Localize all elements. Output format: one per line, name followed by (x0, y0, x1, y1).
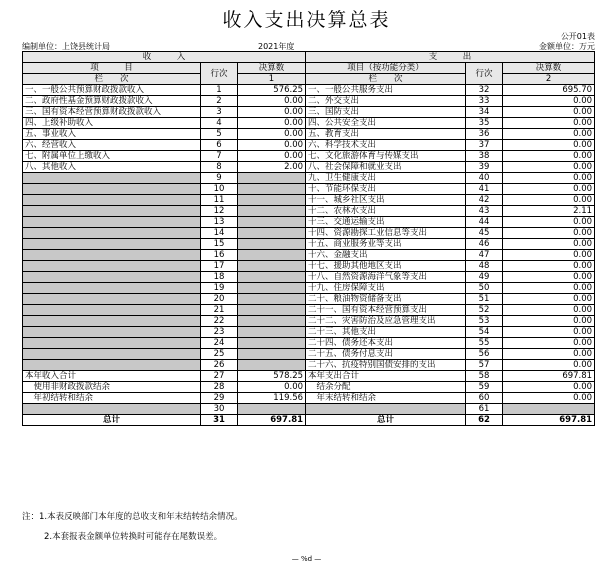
table-row (23, 217, 595, 228)
expense-item-label: 十、节能环保支出 (306, 184, 466, 195)
expense-row-no: 61 (466, 404, 503, 415)
expense-row-no: 32 (466, 85, 503, 96)
table-row (23, 239, 595, 250)
income-item-label (23, 338, 201, 349)
expense-value: 0.00 (503, 96, 595, 107)
item-func-header: 项目（按功能分类） (306, 63, 466, 74)
expense-value: 2.11 (503, 206, 595, 217)
page-title: 收入支出决算总表 (222, 9, 391, 31)
expense-total-no: 62 (466, 415, 503, 426)
expense-row-no: 45 (466, 228, 503, 239)
income-value (238, 283, 306, 294)
table-row (23, 107, 595, 118)
expense-value: 695.70 (503, 85, 595, 96)
fiscal-year: 2021年度 (258, 42, 295, 51)
expense-row-no: 50 (466, 283, 503, 294)
table-row (23, 96, 595, 107)
income-item-label (23, 283, 201, 294)
income-value: 119.56 (238, 393, 306, 404)
table-row (23, 404, 595, 415)
income-value (238, 195, 306, 206)
income-item-label: 二、政府性基金预算财政拨款收入 (23, 96, 201, 107)
expense-item-label: 十八、自然资源海洋气象等支出 (306, 272, 466, 283)
column-index-2: 2 (503, 74, 595, 85)
income-item-label (23, 404, 201, 415)
total-row (23, 415, 595, 426)
income-value (238, 250, 306, 261)
table-row (23, 382, 595, 393)
expense-item-label: 三、国防支出 (306, 107, 466, 118)
income-row-no: 18 (201, 272, 238, 283)
table-row (23, 371, 595, 382)
table-row (23, 140, 595, 151)
expense-row-no: 35 (466, 118, 503, 129)
income-item-label (23, 250, 201, 261)
income-total-label: 总计 (23, 415, 201, 426)
income-row-no: 23 (201, 327, 238, 338)
column-index-label: 栏 次 (306, 74, 466, 85)
income-value (238, 217, 306, 228)
table-row (23, 261, 595, 272)
expense-item-label: 二十二、灾害防治及应急管理支出 (306, 316, 466, 327)
expense-item-label: 十一、城乡社区支出 (306, 195, 466, 206)
income-row-no: 15 (201, 239, 238, 250)
expense-row-no: 37 (466, 140, 503, 151)
expense-value: 0.00 (503, 338, 595, 349)
table-row (23, 338, 595, 349)
income-row-no: 22 (201, 316, 238, 327)
table-row (23, 228, 595, 239)
note-1: 注：1.本表反映部门本年度的总收支和年末结转结余情况。 (22, 512, 243, 522)
expense-value: 0.00 (503, 195, 595, 206)
income-total-value: 697.81 (238, 415, 306, 426)
income-value: 0.00 (238, 129, 306, 140)
expense-row-no: 39 (466, 162, 503, 173)
income-item-label: 七、附属单位上缴收入 (23, 151, 201, 162)
unit-name: 编制单位：上饶县统计局 (22, 42, 110, 51)
expense-row-no: 48 (466, 261, 503, 272)
income-value (238, 338, 306, 349)
income-value (238, 228, 306, 239)
income-item-label: 四、上级补助收入 (23, 118, 201, 129)
income-item-label: 年初结转和结余 (23, 393, 201, 404)
expense-value: 0.00 (503, 305, 595, 316)
income-row-no: 5 (201, 129, 238, 140)
income-value (238, 184, 306, 195)
item-header: 项 目 (23, 63, 201, 74)
income-row-no: 19 (201, 283, 238, 294)
expense-item-label: 十四、资源勘探工业信息等支出 (306, 228, 466, 239)
expense-row-no: 36 (466, 129, 503, 140)
form-number: 公开01表 (560, 32, 595, 41)
expense-value: 0.00 (503, 283, 595, 294)
income-row-no: 6 (201, 140, 238, 151)
expense-value: 0.00 (503, 250, 595, 261)
table-row (23, 360, 595, 371)
expense-value: 0.00 (503, 327, 595, 338)
income-item-label: 使用非财政拨款结余 (23, 382, 201, 393)
expense-row-no: 44 (466, 217, 503, 228)
income-item-label (23, 184, 201, 195)
expense-item-label: 六、科学技术支出 (306, 140, 466, 151)
income-item-label (23, 173, 201, 184)
income-value: 0.00 (238, 118, 306, 129)
income-row-no: 17 (201, 261, 238, 272)
expense-item-label: 二十三、其他支出 (306, 327, 466, 338)
income-item-label: 六、经营收入 (23, 140, 201, 151)
income-value: 576.25 (238, 85, 306, 96)
expense-item-label: 二十六、抗疫特别国债安排的支出 (306, 360, 466, 371)
income-item-label (23, 360, 201, 371)
income-row-no: 7 (201, 151, 238, 162)
expense-row-no: 33 (466, 96, 503, 107)
table-row (23, 195, 595, 206)
expense-item-label: 十二、农林水支出 (306, 206, 466, 217)
expense-row-no: 42 (466, 195, 503, 206)
income-row-no: 21 (201, 305, 238, 316)
income-row-no: 25 (201, 349, 238, 360)
expense-header: 支 出 (306, 52, 595, 63)
row-no-header: 行次 (201, 63, 238, 85)
income-value: 0.00 (238, 96, 306, 107)
income-row-no: 2 (201, 96, 238, 107)
expense-value: 0.00 (503, 129, 595, 140)
table-row (23, 272, 595, 283)
expense-row-no: 60 (466, 393, 503, 404)
income-item-label (23, 228, 201, 239)
table-row (23, 85, 595, 96)
expense-value: 0.00 (503, 261, 595, 272)
income-value: 0.00 (238, 140, 306, 151)
table-row (23, 250, 595, 261)
income-item-label (23, 316, 201, 327)
table-row (23, 349, 595, 360)
expense-item-label (306, 404, 466, 415)
table-row (23, 129, 595, 140)
expense-value: 0.00 (503, 349, 595, 360)
expense-value: 0.00 (503, 184, 595, 195)
income-row-no: 10 (201, 184, 238, 195)
expense-item-label: 十七、援助其他地区支出 (306, 261, 466, 272)
column-index-1: 1 (238, 74, 306, 85)
table-row (23, 206, 595, 217)
expense-row-no: 38 (466, 151, 503, 162)
page-number: — %d — (291, 555, 322, 563)
expense-item-label: 七、文化旅游体育与传媒支出 (306, 151, 466, 162)
expense-item-label: 四、公共安全支出 (306, 118, 466, 129)
row-no-header: 行次 (466, 63, 503, 85)
expense-item-label: 本年支出合计 (306, 371, 466, 382)
income-item-label (23, 272, 201, 283)
expense-value: 697.81 (503, 371, 595, 382)
income-row-no: 16 (201, 250, 238, 261)
income-value (238, 349, 306, 360)
expense-row-no: 55 (466, 338, 503, 349)
expense-row-no: 58 (466, 371, 503, 382)
expense-item-label: 一、一般公共服务支出 (306, 85, 466, 96)
table-row (23, 173, 595, 184)
income-row-no: 24 (201, 338, 238, 349)
income-value (238, 404, 306, 415)
income-item-label (23, 217, 201, 228)
income-row-no: 28 (201, 382, 238, 393)
income-row-no: 8 (201, 162, 238, 173)
expense-item-label: 十九、住房保障支出 (306, 283, 466, 294)
income-item-label: 一、一般公共预算财政拨款收入 (23, 85, 201, 96)
income-value: 0.00 (238, 382, 306, 393)
income-item-label: 本年收入合计 (23, 371, 201, 382)
table-row (23, 294, 595, 305)
income-header: 收 入 (23, 52, 306, 63)
table-row (23, 316, 595, 327)
income-row-no: 1 (201, 85, 238, 96)
expense-value: 0.00 (503, 393, 595, 404)
income-item-label (23, 195, 201, 206)
table-row (23, 151, 595, 162)
expense-value: 0.00 (503, 316, 595, 327)
table-row (23, 393, 595, 404)
expense-value: 0.00 (503, 360, 595, 371)
expense-item-label: 二十五、债务付息支出 (306, 349, 466, 360)
income-row-no: 4 (201, 118, 238, 129)
income-value: 0.00 (238, 107, 306, 118)
expense-row-no: 41 (466, 184, 503, 195)
expense-row-no: 54 (466, 327, 503, 338)
income-item-label (23, 327, 201, 338)
expense-item-label: 二十四、债务还本支出 (306, 338, 466, 349)
income-value (238, 327, 306, 338)
income-value (238, 173, 306, 184)
expense-row-no: 46 (466, 239, 503, 250)
income-row-no: 14 (201, 228, 238, 239)
expense-row-no: 40 (466, 173, 503, 184)
income-item-label (23, 239, 201, 250)
expense-value: 0.00 (503, 118, 595, 129)
expense-value: 0.00 (503, 217, 595, 228)
income-item-label (23, 294, 201, 305)
expense-row-no: 51 (466, 294, 503, 305)
expense-item-label: 二十一、国有资本经营预算支出 (306, 305, 466, 316)
income-value (238, 261, 306, 272)
table-row (23, 283, 595, 294)
income-value (238, 206, 306, 217)
expense-value (503, 404, 595, 415)
expense-value: 0.00 (503, 162, 595, 173)
expense-item-label: 十六、金融支出 (306, 250, 466, 261)
table-row (23, 305, 595, 316)
expense-item-label: 九、卫生健康支出 (306, 173, 466, 184)
table-row (23, 162, 595, 173)
expense-value: 0.00 (503, 239, 595, 250)
note-2: 2.本套报表金额单位转换时可能存在尾数误差。 (44, 532, 223, 542)
expense-total-value: 697.81 (503, 415, 595, 426)
expense-row-no: 57 (466, 360, 503, 371)
expense-row-no: 56 (466, 349, 503, 360)
expense-item-label: 五、教育支出 (306, 129, 466, 140)
expense-value: 0.00 (503, 107, 595, 118)
expense-value: 0.00 (503, 272, 595, 283)
income-row-no: 11 (201, 195, 238, 206)
expense-value: 0.00 (503, 382, 595, 393)
income-item-label: 八、其他收入 (23, 162, 201, 173)
expense-item-label: 结余分配 (306, 382, 466, 393)
expense-row-no: 34 (466, 107, 503, 118)
income-item-label (23, 349, 201, 360)
expense-item-label: 十五、商业服务业等支出 (306, 239, 466, 250)
expense-item-label: 十三、交通运输支出 (306, 217, 466, 228)
income-row-no: 12 (201, 206, 238, 217)
income-value (238, 239, 306, 250)
expense-row-no: 53 (466, 316, 503, 327)
income-row-no: 27 (201, 371, 238, 382)
table-row (23, 118, 595, 129)
expense-value: 0.00 (503, 151, 595, 162)
expense-row-no: 49 (466, 272, 503, 283)
income-value: 2.00 (238, 162, 306, 173)
expense-value: 0.00 (503, 228, 595, 239)
expense-row-no: 47 (466, 250, 503, 261)
income-value (238, 360, 306, 371)
income-value (238, 272, 306, 283)
income-row-no: 20 (201, 294, 238, 305)
expense-value: 0.00 (503, 140, 595, 151)
expense-value: 0.00 (503, 173, 595, 184)
expense-row-no: 59 (466, 382, 503, 393)
income-item-label: 三、国有资本经营预算财政拨款收入 (23, 107, 201, 118)
income-row-no: 26 (201, 360, 238, 371)
table-row (23, 184, 595, 195)
expense-row-no: 43 (466, 206, 503, 217)
income-total-no: 31 (201, 415, 238, 426)
expense-item-label: 二、外交支出 (306, 96, 466, 107)
expense-item-label: 八、社会保障和就业支出 (306, 162, 466, 173)
budget-header: 决算数 (503, 63, 595, 74)
table-row (23, 327, 595, 338)
income-row-no: 30 (201, 404, 238, 415)
income-value (238, 305, 306, 316)
income-row-no: 9 (201, 173, 238, 184)
expense-item-label: 二十、粮油物资储备支出 (306, 294, 466, 305)
income-value: 0.00 (238, 151, 306, 162)
column-index-label: 栏 次 (23, 74, 201, 85)
expense-total-label: 总计 (306, 415, 466, 426)
income-item-label (23, 206, 201, 217)
budget-summary-table (22, 51, 595, 426)
income-row-no: 29 (201, 393, 238, 404)
income-item-label: 五、事业收入 (23, 129, 201, 140)
expense-row-no: 52 (466, 305, 503, 316)
income-value (238, 316, 306, 327)
income-item-label (23, 261, 201, 272)
income-value (238, 294, 306, 305)
budget-header: 决算数 (238, 63, 306, 74)
income-item-label (23, 305, 201, 316)
amount-unit: 金额单位：万元 (539, 42, 595, 51)
expense-value: 0.00 (503, 294, 595, 305)
income-row-no: 3 (201, 107, 238, 118)
income-row-no: 13 (201, 217, 238, 228)
expense-item-label: 年末结转和结余 (306, 393, 466, 404)
income-value: 578.25 (238, 371, 306, 382)
